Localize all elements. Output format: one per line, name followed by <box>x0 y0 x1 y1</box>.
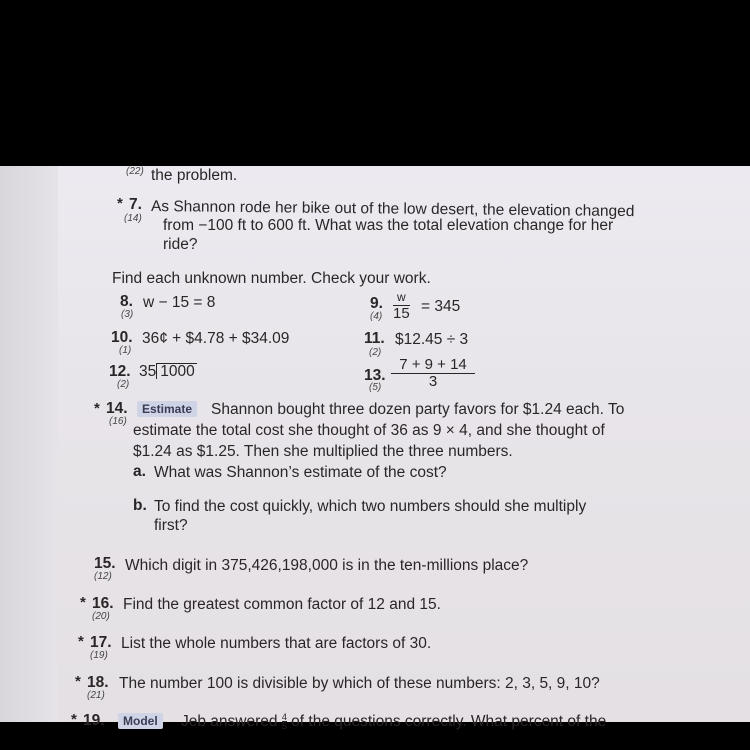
p7-line3: ride? <box>163 236 198 253</box>
p16-star: * <box>80 594 86 611</box>
p9-fraction <box>393 289 410 322</box>
p11-number: 11. <box>364 330 385 347</box>
p16-number: 16. <box>92 595 114 612</box>
p13-numerator: 7 + 9 + 14 <box>391 357 475 374</box>
p15-text: Which digit in 375,426,198,000 is in the ten-millions place? <box>125 557 529 574</box>
p14-star: * <box>94 400 100 417</box>
p15-ref: (12) <box>94 571 112 582</box>
estimate-badge: Estimate <box>137 400 197 418</box>
p17-text: List the whole numbers that are factors of 30. <box>121 635 432 652</box>
p13-ref: (5) <box>369 382 382 393</box>
p18-ref: (21) <box>87 690 105 701</box>
p14-ref: (16) <box>109 416 127 427</box>
p16-text: Find the greatest common factor of 12 and 15. <box>123 596 441 613</box>
p13-number: 13. <box>364 367 386 384</box>
p14a-label: a. <box>133 463 146 480</box>
p7-ref: (14) <box>124 213 142 224</box>
p14b-line2: first? <box>154 517 188 534</box>
p7-line1: As Shannon rode her bike out of the low desert, the elevation changed <box>150 198 635 221</box>
p14a-text: What was Shannon’s estimate of the cost? <box>154 464 447 481</box>
p7-number: 7. <box>129 196 142 213</box>
p11-expression: $12.45 ÷ 3 <box>395 331 469 348</box>
p9-number: 9. <box>370 295 383 312</box>
p8-ref: (3) <box>121 309 134 320</box>
p14-line1: Shannon bought three dozen party favors for $1.24 each. To <box>211 401 625 418</box>
p7-line2: from −100 ft to 600 ft. What was the total elevation change for her <box>163 217 614 234</box>
p19-star: * <box>71 711 77 728</box>
p12-dividend: 1000 <box>156 363 196 379</box>
model-badge: Model <box>118 712 163 730</box>
p14-line2: estimate the total cost she thought of 36 as 9 × 4, and she thought of <box>133 422 605 439</box>
p9-ref: (4) <box>370 311 383 322</box>
p14b-line1: To find the cost quickly, which two numbers should she multiply <box>154 498 587 515</box>
p8-expression: w − 15 = 8 <box>143 294 216 311</box>
p13-fraction <box>391 357 475 390</box>
top-line-text: the problem. <box>151 167 238 184</box>
textbook-page <box>0 166 750 732</box>
p12-divisor: 35 <box>139 363 157 380</box>
p11-ref: (2) <box>369 347 382 358</box>
p19-text: Jeb answered $\frac{4}{5}$ of the questions correctly. What percent of the <box>181 712 607 732</box>
p12-ref: (2) <box>117 379 130 390</box>
p19-number: 19. <box>83 712 105 729</box>
p12-number: 12. <box>109 363 131 380</box>
instructions: Find each unknown number. Check your work. <box>112 270 431 287</box>
p14-line3: $1.24 as $1.25. Then she multiplied the three numbers. <box>133 443 513 460</box>
p10-expression: 36¢ + $4.78 + $34.09 <box>142 330 290 347</box>
p10-number: 10. <box>111 329 133 346</box>
p10-ref: (1) <box>119 345 132 356</box>
p18-number: 18. <box>87 674 109 691</box>
p8-number: 8. <box>120 293 133 310</box>
p14b-label: b. <box>133 497 147 514</box>
p16-ref: (20) <box>92 611 110 622</box>
p7-star: * <box>117 195 123 212</box>
p9-rest: = 345 <box>421 298 461 315</box>
p17-star: * <box>78 633 84 650</box>
p9-numerator: w <box>393 289 410 306</box>
p17-ref: (19) <box>90 650 108 661</box>
p17-number: 17. <box>90 634 112 651</box>
p15-number: 15. <box>94 555 116 572</box>
p9-denominator: 15 <box>393 305 410 322</box>
p13-denominator: 3 <box>428 373 438 390</box>
p18-text: The number 100 is divisible by which of these numbers: 2, 3, 5, 9, 10? <box>119 675 600 692</box>
p18-star: * <box>75 673 81 690</box>
p14-number: 14. <box>106 400 128 417</box>
page-shadow-edge <box>0 166 58 722</box>
top-line-ref: (22) <box>126 166 144 177</box>
p12-division <box>139 362 197 381</box>
